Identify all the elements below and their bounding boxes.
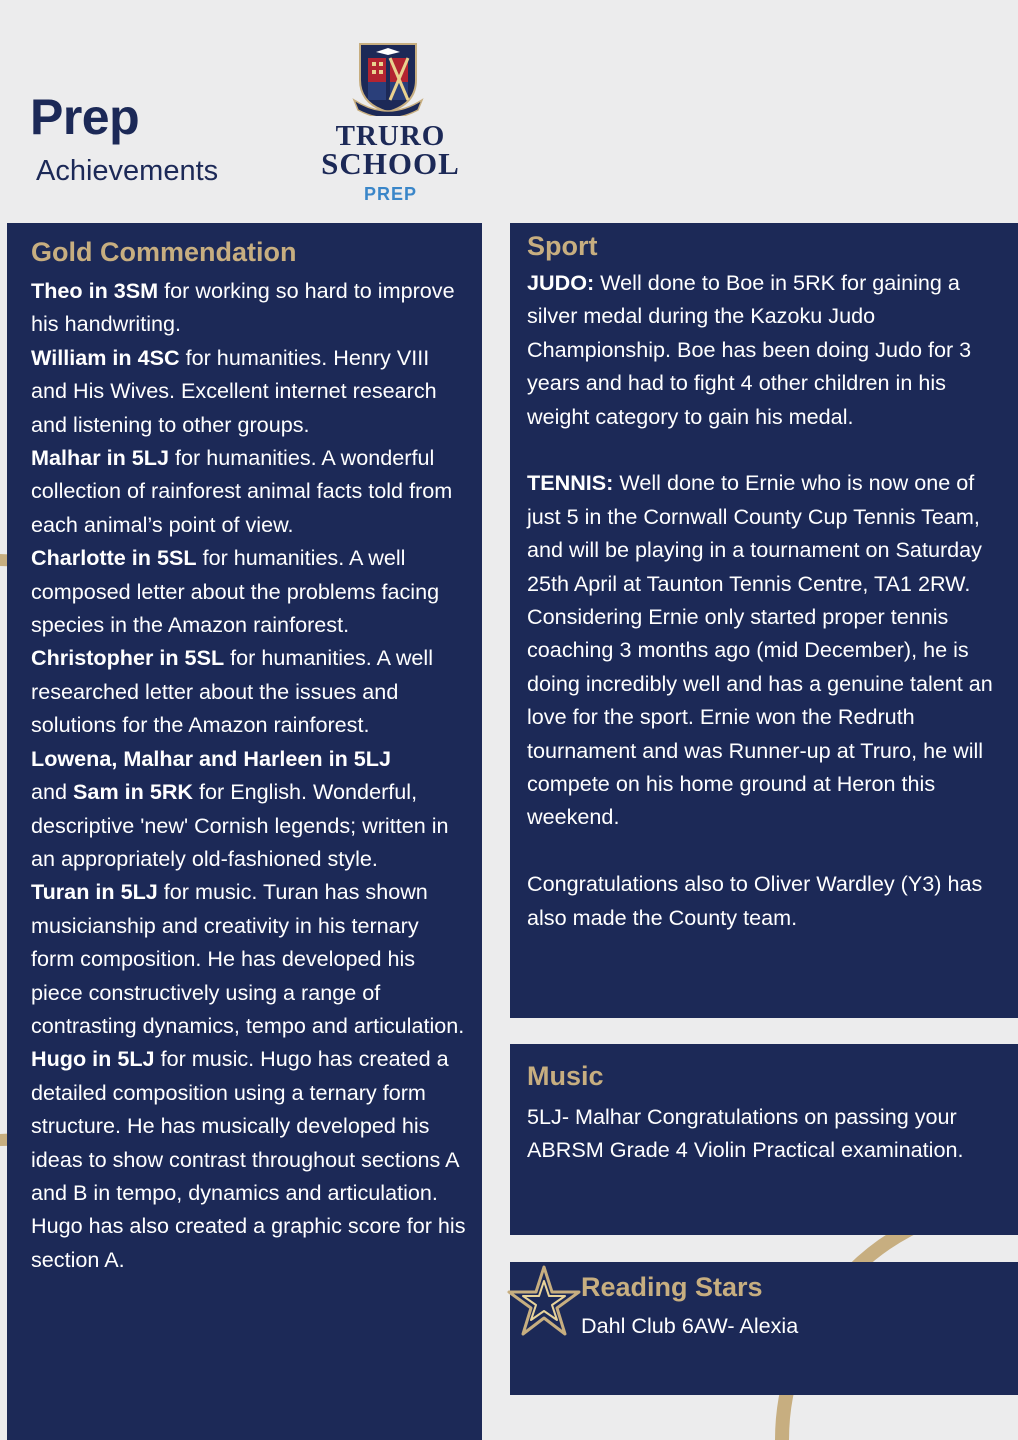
gold-commendation-title: Gold Commendation: [31, 237, 297, 267]
page-title: Prep: [30, 89, 140, 145]
music-text: 5LJ- Malhar Congratulations on passing your ABRSM Grade 4 Violin Practical examination.: [527, 1104, 964, 1163]
reading-stars-panel: [510, 1262, 1018, 1395]
student-name: Christopher in 5SL: [31, 645, 225, 671]
list-item: [31, 641, 466, 741]
commendation-text: for humanities. A well composed letter about the problems facing species in the Amazon rainforest.: [31, 545, 440, 638]
list-item: [31, 541, 466, 641]
tennis-text: Well done to Ernie who is now one of just 5 in the Cornwall County Cup Tennis Team, and will be playing in a tournament on Saturday 25th April at Taunton Tennis Centre, TA1 2RW.: [527, 470, 982, 596]
tennis-paragraph: [527, 466, 1004, 600]
tennis-paragraph-2: Considering Ernie only started proper tennis coaching 3 months ago (mid December), he is doing incredibly well and has a genuine talent an love for the sport. Ernie won the Redruth tournament and was Runner-up at Truro, he will compete on his home ground at Heron this weekend.: [527, 604, 993, 830]
logo-text-truro: TRURO: [335, 120, 446, 152]
student-name: William in 4SC: [31, 344, 180, 370]
judo-label: JUDO:: [527, 270, 595, 295]
student-name: Theo in 3SM: [31, 278, 159, 303]
judo-paragraph: [527, 266, 1004, 433]
student-name: Charlotte in 5SL: [31, 545, 197, 571]
student-name: Turan in 5LJ: [31, 879, 158, 905]
list-item: [31, 875, 466, 1042]
commendation-text: for humanities. Henry VIII and His Wives. Excellent internet research and listening to other groups.: [31, 344, 437, 437]
list-item: [31, 274, 466, 341]
reading-stars-text: Dahl Club 6AW- Alexia: [581, 1313, 799, 1338]
reading-stars-title: Reading Stars: [581, 1272, 763, 1302]
commendation-text: for English. Wonderful, descriptive 'new' Cornish legends; written in an appropriately old-fashioned style.: [31, 779, 449, 871]
student-name: Lowena, Malhar and Harleen in 5LJ: [31, 745, 391, 771]
judo-text: Well done to Boe in 5RK for gaining a silver medal during the Kazoku Judo Championship. Boe has been doing Judo for 3 years and had to fight 4 other children in his weight category to gain his medal.: [527, 270, 972, 429]
gold-commendation-list: [31, 274, 466, 1276]
commendation-text: for music. Hugo has created a detailed composition using a ternary form structure. He has musically developed his ideas to show contrast throughout sections A and B in tempo, dynamics and articulation. Hugo has also created a graphic score for his section A.: [31, 1046, 466, 1272]
page-subtitle: Achievements: [36, 155, 219, 187]
student-name: Malhar in 5LJ: [31, 445, 169, 471]
list-item: [31, 341, 466, 441]
sport-panel: [510, 223, 1018, 1018]
commendation-text: for humanities. A wonderful collection of rainforest animal facts told from each animal’s point of view.: [31, 445, 453, 537]
crest-icon: [352, 40, 424, 116]
commendation-text: for working so hard to improve his handwriting.: [31, 278, 455, 337]
student-name: Hugo in 5LJ: [31, 1046, 155, 1072]
commendation-text: for humanities. A well researched letter about the issues and solutions for the Amazon rainforest.: [31, 645, 434, 738]
gold-commendation-panel: [7, 223, 482, 1440]
list-item: [31, 742, 466, 876]
sport-content: [527, 266, 1004, 934]
logo-text-school: SCHOOL: [321, 146, 460, 181]
school-logo: [318, 40, 463, 210]
music-panel: [510, 1044, 1018, 1235]
student-name: Sam in 5RK: [73, 779, 194, 805]
commendation-text: for music. Turan has shown musicianship and creativity in his ternary form composition. He has developed his piece constructively using a range of contrasting dynamics, tempo and articulation.: [31, 879, 465, 1038]
logo-text-prep: PREP: [363, 184, 418, 204]
star-icon: [506, 1264, 582, 1338]
commendation-text: and: [31, 779, 74, 805]
music-title: Music: [527, 1061, 604, 1091]
sport-title: Sport: [527, 231, 598, 261]
congrats-paragraph: Congratulations also to Oliver Wardley (Y3) has also made the County team.: [527, 871, 983, 930]
list-item: [31, 441, 466, 541]
list-item: [31, 1042, 466, 1276]
tennis-label: TENNIS:: [527, 470, 614, 496]
